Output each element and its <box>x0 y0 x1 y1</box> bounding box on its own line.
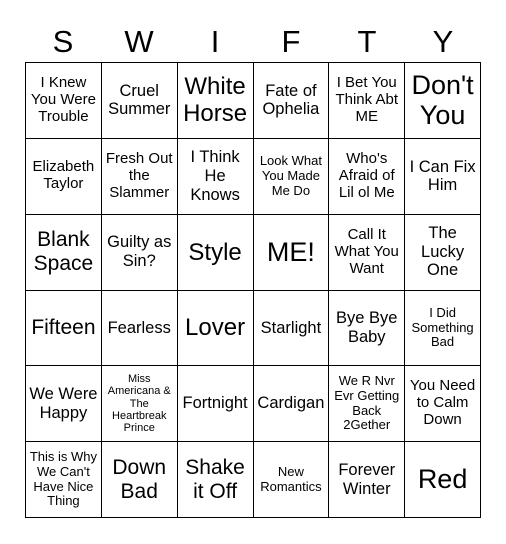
bingo-cell-label: Fortnight <box>182 394 248 413</box>
bingo-cell[interactable] <box>102 442 178 518</box>
bingo-cell-label: Bye Bye Baby <box>336 309 398 346</box>
bingo-cell-label: We R Nvr Evr Getting Back 2Gether <box>334 373 400 433</box>
bingo-cell-label: Down Bad <box>112 455 167 503</box>
bingo-cell-label: Shake it Off <box>185 455 245 503</box>
bingo-cell[interactable] <box>405 63 481 139</box>
bingo-cell[interactable] <box>102 291 178 367</box>
bingo-cell-label: Starlight <box>260 318 322 337</box>
bingo-cell[interactable] <box>329 63 405 139</box>
bingo-cell[interactable] <box>102 63 178 139</box>
bingo-cell[interactable] <box>178 366 254 442</box>
bingo-cell[interactable] <box>329 366 405 442</box>
bingo-cell-label: Who's Afraid of Lil ol Me <box>338 149 395 201</box>
bingo-cell-label: Forever Winter <box>338 460 396 498</box>
bingo-cell-label: Cardigan <box>257 394 325 413</box>
bingo-cell-label: Elizabeth Taylor <box>32 158 95 193</box>
bingo-cell-label: Fate of Ophelia <box>262 81 320 119</box>
bingo-cell[interactable] <box>26 366 102 442</box>
bingo-cell[interactable] <box>254 63 330 139</box>
bingo-cell[interactable] <box>405 215 481 291</box>
bingo-cell-label: Cruel Summer <box>108 81 171 119</box>
bingo-cell[interactable] <box>178 215 254 291</box>
bingo-cell[interactable] <box>254 291 330 367</box>
bingo-cell[interactable] <box>178 139 254 215</box>
bingo-cell-label: We Were Happy <box>29 385 98 422</box>
bingo-cell[interactable] <box>254 366 330 442</box>
bingo-cell[interactable] <box>329 442 405 518</box>
bingo-cell[interactable] <box>405 291 481 367</box>
bingo-cell-label: Red <box>417 464 468 495</box>
bingo-cell-label: You Need to Calm Down <box>409 377 476 429</box>
bingo-cell[interactable] <box>405 442 481 518</box>
bingo-cell[interactable] <box>254 442 330 518</box>
bingo-cell-label: Blank Space <box>33 228 94 276</box>
bingo-cell-label: Call It What You Want <box>334 225 399 277</box>
bingo-cell-label: I Think He Knows <box>190 148 240 204</box>
bingo-grid <box>25 62 481 518</box>
bingo-cell-label: Look What You Made Me Do <box>259 153 322 198</box>
bingo-cell[interactable] <box>178 291 254 367</box>
bingo-cell[interactable] <box>102 366 178 442</box>
bingo-cell[interactable] <box>329 139 405 215</box>
bingo-cell[interactable] <box>26 215 102 291</box>
bingo-cell-label: Style <box>188 238 242 266</box>
bingo-cell[interactable] <box>405 139 481 215</box>
bingo-cell-label: This is Why We Can't Have Nice Thing <box>29 449 97 509</box>
bingo-cell-label: White Horse <box>183 73 248 128</box>
bingo-cell-label: Guilty as Sin? <box>107 233 172 271</box>
bingo-cell[interactable] <box>178 63 254 139</box>
header-letter: T <box>357 24 377 59</box>
bingo-header <box>25 20 481 64</box>
bingo-cell[interactable] <box>102 215 178 291</box>
bingo-cell-label: I Did Something Bad <box>411 304 474 350</box>
bingo-cell[interactable] <box>329 291 405 367</box>
bingo-cell-label: Fresh Out the Slammer <box>105 149 173 201</box>
bingo-cell-label: Miss Americana & The Heartbreak Prince <box>107 372 171 435</box>
bingo-cell[interactable] <box>178 442 254 518</box>
bingo-cell-label: Fifteen <box>31 316 96 340</box>
bingo-cell-label: Fearless <box>107 318 171 337</box>
header-letter: F <box>281 24 301 59</box>
bingo-cell[interactable] <box>329 215 405 291</box>
bingo-cell-label: I Knew You Were Trouble <box>30 74 96 125</box>
bingo-cell[interactable] <box>102 139 178 215</box>
header-letter: Y <box>432 24 454 59</box>
bingo-cell-label: Lover <box>185 314 246 342</box>
bingo-cell[interactable] <box>254 139 330 215</box>
bingo-cell[interactable] <box>26 139 102 215</box>
bingo-cell[interactable] <box>26 291 102 367</box>
header-letter: S <box>52 24 74 59</box>
bingo-cell-label: Don't You <box>411 69 474 131</box>
bingo-cell-label: New Romantics <box>260 463 322 494</box>
bingo-cell[interactable] <box>26 442 102 518</box>
bingo-cell-label: ME! <box>266 236 315 267</box>
bingo-cell-label: I Can Fix Him <box>409 157 476 195</box>
header-letter: I <box>210 24 220 59</box>
bingo-cell[interactable] <box>26 63 102 139</box>
bingo-cell[interactable] <box>254 215 330 291</box>
bingo-cell[interactable] <box>405 366 481 442</box>
header-letter: W <box>124 24 154 59</box>
bingo-cell-label: I Bet You Think Abt ME <box>335 74 399 125</box>
bingo-cell-label: The Lucky One <box>421 224 465 280</box>
